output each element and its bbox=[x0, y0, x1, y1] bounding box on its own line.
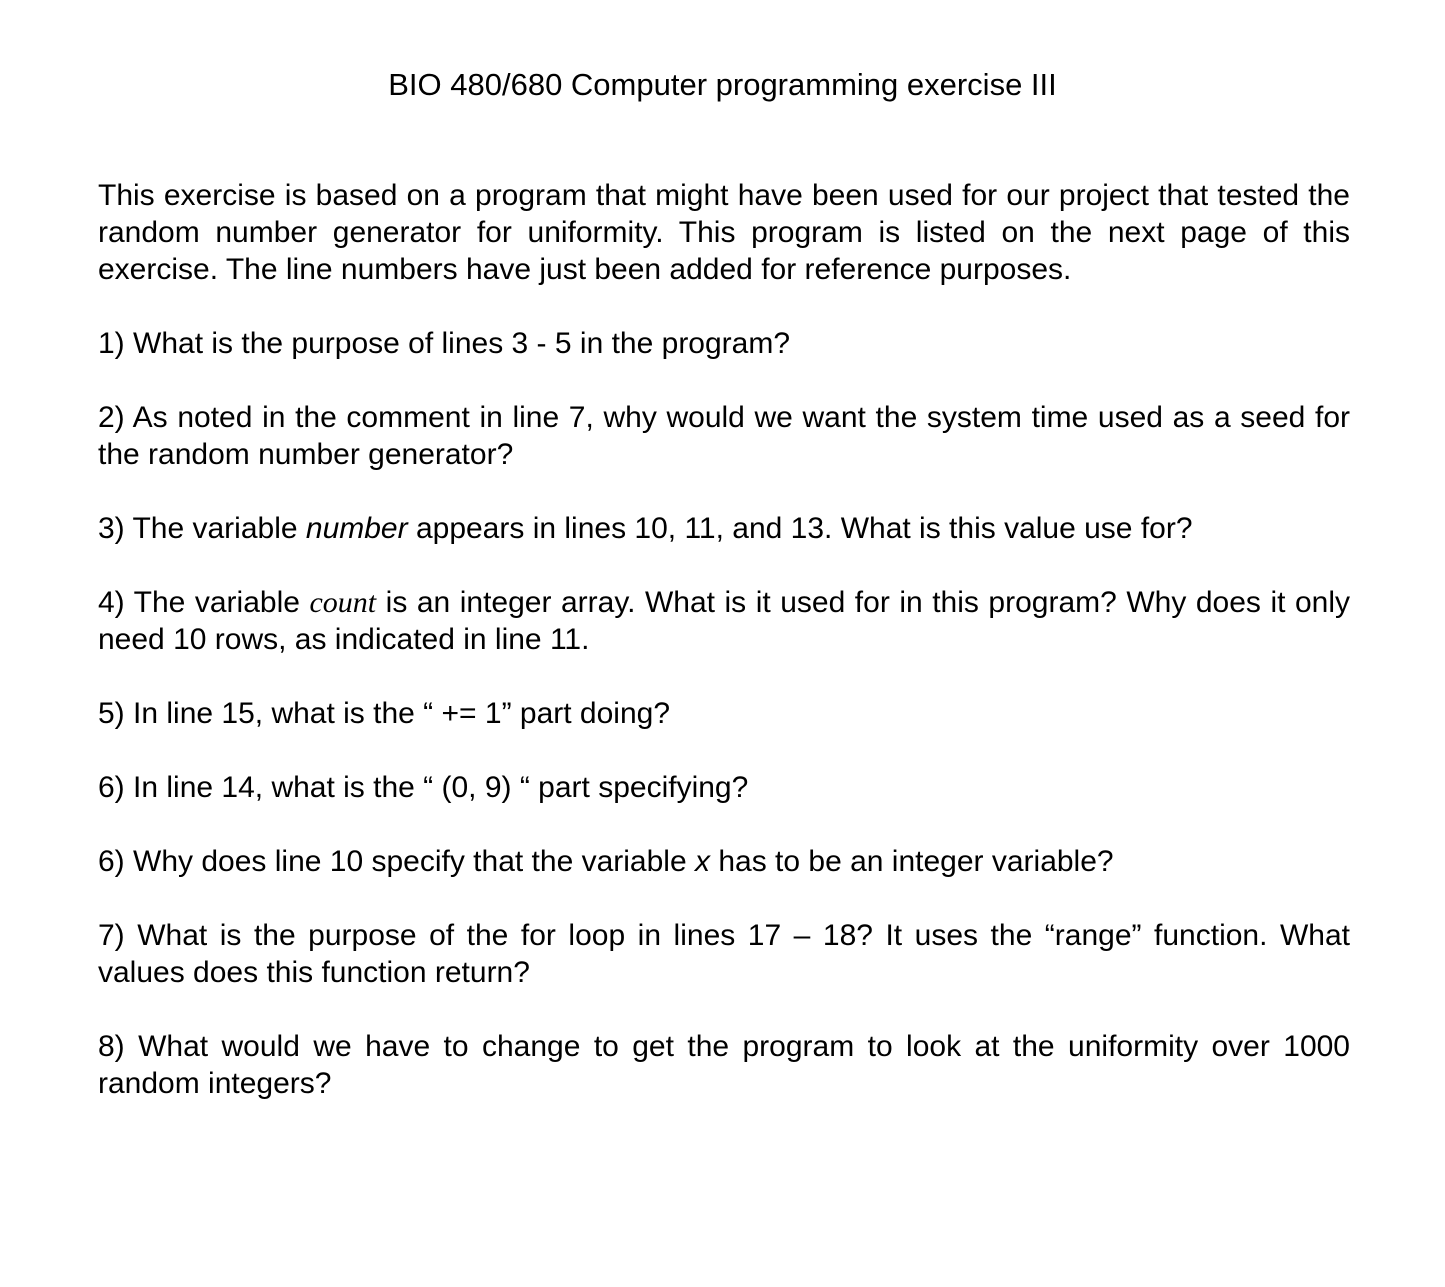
question-5: 5) In line 15, what is the “ += 1” part doing? bbox=[98, 697, 671, 730]
question-8: 8) What would we have to change to get the program to look at the uniformity over 1000 random integers? bbox=[98, 1030, 1350, 1100]
question-4-variable: count bbox=[309, 586, 377, 619]
question-2: 2) As noted in the comment in line 7, why would we want the system time used as a seed for the random number generator? bbox=[98, 401, 1350, 471]
question-6b-variable: x bbox=[694, 845, 710, 878]
question-1: 1) What is the purpose of lines 3 - 5 in the program? bbox=[98, 327, 791, 360]
question-3 bbox=[98, 510, 1350, 547]
question-3-before: 3) The variable bbox=[98, 512, 306, 545]
question-6a: 6) In line 14, what is the “ (0, 9) “ part specifying? bbox=[98, 771, 749, 804]
question-3-variable: number bbox=[305, 512, 408, 545]
question-3-after: appears in lines 10, 11, and 13. What is this value use for? bbox=[407, 512, 1193, 545]
question-4-after: is an integer array. What is it used for in this program? Why does it only need 10 rows, as indicated in line 11. bbox=[98, 586, 1351, 656]
question-6b-after: has to be an integer variable? bbox=[709, 845, 1114, 878]
question-6b bbox=[98, 843, 1350, 880]
intro-paragraph: This exercise is based on a program that might have been used for our project that tested the random number generator for uniformity. This program is listed on the next page of this exercise. The line numbers have just been added for reference purposes. bbox=[98, 179, 1350, 286]
question-4 bbox=[98, 584, 1350, 658]
question-6b-before: 6) Why does line 10 specify that the variable bbox=[98, 845, 695, 878]
page-title: BIO 480/680 Computer programming exercise III bbox=[388, 67, 1057, 102]
document-body bbox=[98, 177, 1350, 1102]
question-4-before: 4) The variable bbox=[98, 586, 310, 619]
question-7: 7) What is the purpose of the for loop in lines 17 – 18? It uses the “range” function. What values does this function return? bbox=[98, 919, 1350, 989]
